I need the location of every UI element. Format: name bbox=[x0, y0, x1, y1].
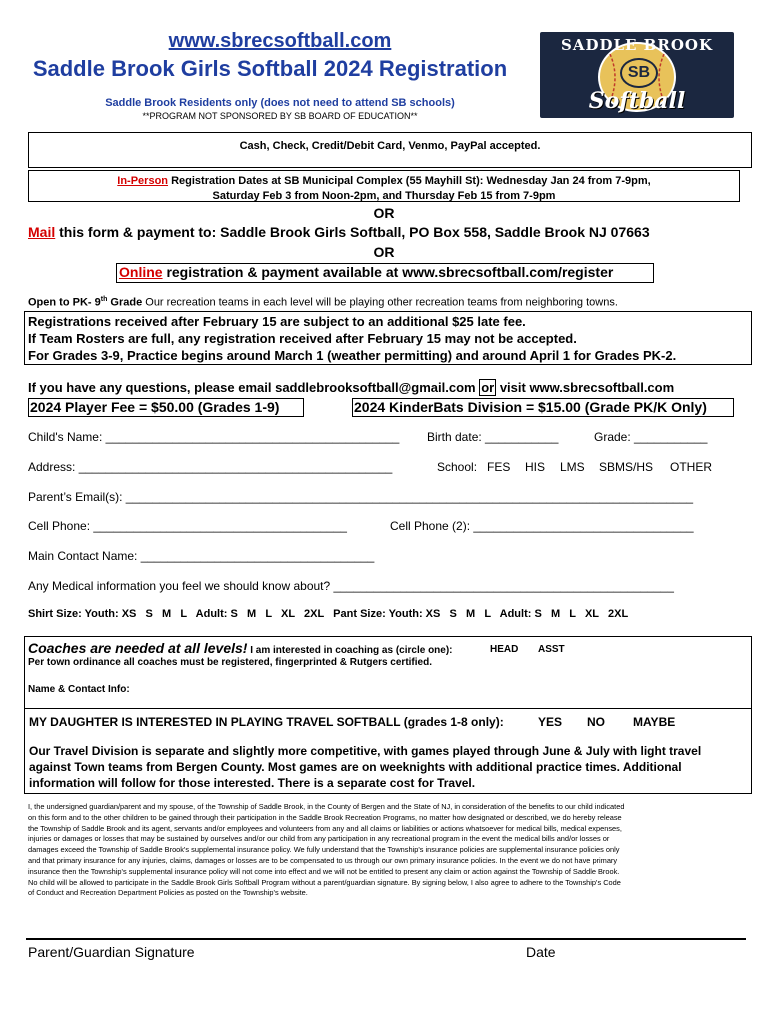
coach-option-asst[interactable]: ASST bbox=[538, 644, 565, 655]
payment-box bbox=[28, 132, 752, 168]
cell-phone-field[interactable]: Cell Phone: ______________________________________ bbox=[28, 519, 347, 533]
kinderbats-fee-box bbox=[352, 398, 734, 417]
player-fee: 2024 Player Fee = $50.00 (Grades 1-9) bbox=[30, 399, 280, 415]
residents-note: Saddle Brook Residents only (does not need to attend SB schools) bbox=[105, 97, 455, 109]
player-fee-box bbox=[28, 398, 304, 417]
waiver-line: damages exceed the Township of Saddle Brook's supplemental insurance policy. We fully understand that the Township's insurance policies are supplemental insurance policies only bbox=[28, 845, 620, 855]
travel-description bbox=[29, 743, 701, 791]
medical-info-field[interactable]: Any Medical information you feel we should know about? ___________________________________________________ bbox=[28, 579, 674, 593]
waiver-line: of Conduct and Recreation Department Policies as posted on the Township's website. bbox=[28, 888, 308, 898]
school-option-his[interactable]: HIS bbox=[525, 460, 546, 474]
online-box bbox=[116, 263, 654, 283]
mail-text: this form & payment to: Saddle Brook Girls Softball, PO Box 558, Saddle Brook NJ 07663 bbox=[55, 224, 650, 240]
payment-methods: Cash, Check, Credit/Debit Card, Venmo, PayPal accepted. bbox=[239, 140, 541, 152]
travel-para-line3: information will follow for those interested. There is a separate cost for Travel. bbox=[29, 776, 476, 790]
travel-para-line1: Our Travel Division is separate and slightly more competitive, with games played through June & July with light travel bbox=[29, 744, 702, 758]
waiver-line: injuries or damages or losses that may be sustained by ourselves and/or our child from any participation in any recreational program in the event the medical bills and/or losses or bbox=[28, 834, 610, 844]
travel-option-yes[interactable]: YES bbox=[538, 715, 563, 729]
inperson-label: In-Person bbox=[117, 175, 169, 187]
coach-option-head[interactable]: HEAD bbox=[490, 644, 519, 655]
cell-phone-2-field[interactable]: Cell Phone (2): _________________________________ bbox=[390, 519, 694, 533]
parent-email-field[interactable]: Parent’s Email(s): _____________________________________________________________________________________ bbox=[28, 490, 694, 504]
shirt-pant-size[interactable]: Shirt Size: Youth: XS S M L Adult: S M L XL 2XL Pant Size: Youth: XS S M L Adult: S M L XL 2XL bbox=[28, 608, 629, 620]
online-text: registration & payment available at www.sbrecsoftball.com/register bbox=[162, 264, 614, 280]
school-option-lms[interactable]: LMS bbox=[560, 460, 585, 474]
waiver-line: the Township of Saddle Brook and its agent, servants and/or employees and volunteers from any and all claims or liabilities or actions whatsoever for medical bills, medical expenses, bbox=[28, 823, 622, 833]
coaches-headline: Coaches are needed at all levels! bbox=[28, 640, 248, 656]
date-label: Date bbox=[526, 944, 556, 960]
sponsor-note: **PROGRAM NOT SPONSORED BY SB BOARD OF EDUCATION** bbox=[142, 111, 418, 121]
mail-label: Mail bbox=[28, 224, 56, 240]
main-contact-field[interactable]: Main Contact Name: ___________________________________ bbox=[28, 549, 375, 563]
logo-top-text: SADDLE BROOK bbox=[560, 36, 713, 54]
address-field[interactable]: Address: _______________________________________________ bbox=[28, 460, 393, 474]
mail-line bbox=[28, 224, 748, 240]
coaches-ordinance: Per town ordinance all coaches must be registered, fingerprinted & Rutgers certified. bbox=[28, 657, 432, 668]
grade-field[interactable]: Grade: ___________ bbox=[594, 430, 708, 444]
website-link[interactable]: www.sbrecsoftball.com bbox=[168, 30, 392, 52]
waiver-text bbox=[28, 802, 758, 899]
open-to-line bbox=[28, 296, 748, 309]
travel-option-no[interactable]: NO bbox=[587, 715, 605, 729]
late-fee-line2: If Team Rosters are full, any registration received after February 15 may not be accepted. bbox=[28, 331, 577, 346]
travel-box bbox=[24, 708, 752, 794]
questions-text: If you have any questions, please email saddlebrooksoftball@gmail.com bbox=[28, 380, 480, 395]
waiver-line: No child will be allowed to participate in the Saddle Brook Girls Softball Program without a parent/guardian signature. By signing below, I also agree to adhere to the Township's Code bbox=[28, 877, 621, 887]
late-fee-line3: For Grades 3-9, Practice begins around March 1 (weather permitting) and around April 1 for Grades PK-2. bbox=[28, 348, 677, 363]
coach-name-contact[interactable]: Name & Contact Info: bbox=[28, 684, 130, 695]
online-label: Online bbox=[119, 264, 163, 280]
child-name-field[interactable]: Child's Name: ____________________________________________ bbox=[28, 430, 400, 444]
birth-date-field[interactable]: Birth date: ___________ bbox=[427, 430, 559, 444]
school-option-sbmshs[interactable]: SBMS/HS bbox=[599, 460, 654, 474]
school-option-fes[interactable]: FES bbox=[487, 460, 511, 474]
signature-line[interactable] bbox=[26, 938, 746, 940]
late-fee-line1: Registrations received after February 15 are subject to an additional $25 late fee. bbox=[28, 314, 526, 329]
open-to-sup: th bbox=[100, 296, 108, 303]
or-divider-1: OR bbox=[373, 205, 395, 221]
travel-question: MY DAUGHTER IS INTERESTED IN PLAYING TRAVEL SOFTBALL (grades 1-8 only): bbox=[29, 715, 504, 729]
open-to-grade: Grade bbox=[107, 296, 143, 309]
waiver-line: on this form and to the other children to be gained through their participation in the Saddle Brook Recreation Programs, no matter how designated or described, we do hereby release bbox=[28, 812, 622, 822]
school-label: School: bbox=[437, 460, 478, 474]
waiver-line: and that primary insurance for any injuries, claims, damages or losses are to be compensated to us through our own primary insurance policies. In the event we do not have primary bbox=[28, 855, 618, 865]
waiver-line: insurance then the Township's supplemental insurance policy will not come into effect and we will not be entitled to present any claim or action against the Township of Saddle Brook. bbox=[28, 866, 620, 876]
waiver-line: I, the undersigned guardian/parent and my spouse, of the Township of Saddle Brook, in the County of Bergen and the State of NJ, in consideration of the benefits to our child indicated bbox=[28, 802, 625, 811]
open-to-rest: Our recreation teams in each level will be playing other recreation teams from neighboring towns. bbox=[142, 296, 618, 309]
questions-visit: visit www.sbrecsoftball.com bbox=[496, 380, 675, 395]
questions-line bbox=[28, 380, 748, 395]
inperson-line2: Saturday Feb 3 from Noon-2pm, and Thursday Feb 15 from 7-9pm bbox=[212, 190, 556, 202]
softball-logo bbox=[540, 32, 734, 118]
travel-option-maybe[interactable]: MAYBE bbox=[633, 715, 676, 729]
parent-signature-label: Parent/Guardian Signature bbox=[28, 944, 195, 960]
open-to-prefix: Open to PK- 9 bbox=[28, 296, 101, 309]
page-title: Saddle Brook Girls Softball 2024 Registration bbox=[32, 56, 508, 81]
coaches-interest: I am interested in coaching as (circle one): bbox=[247, 645, 453, 656]
logo-script-text: Softball bbox=[588, 88, 686, 114]
inperson-box bbox=[28, 170, 740, 202]
or-divider-2: OR bbox=[373, 244, 395, 260]
kinderbats-fee: 2024 KinderBats Division = $15.00 (Grade PK/K Only) bbox=[354, 399, 707, 415]
coaches-box bbox=[24, 636, 752, 709]
school-option-other[interactable]: OTHER bbox=[670, 460, 712, 474]
coaches-line bbox=[28, 640, 453, 658]
inperson-line1: Registration Dates at SB Municipal Complex (55 Mayhill St): Wednesday Jan 24 from 7-9pm, bbox=[168, 175, 651, 187]
travel-para-line2: against Town teams from Bergen County. Most games are on weeknights with additional practice times. Additional bbox=[29, 760, 682, 774]
logo-badge: SB bbox=[620, 58, 658, 88]
questions-or: or bbox=[481, 380, 495, 395]
late-fee-box bbox=[24, 311, 752, 365]
